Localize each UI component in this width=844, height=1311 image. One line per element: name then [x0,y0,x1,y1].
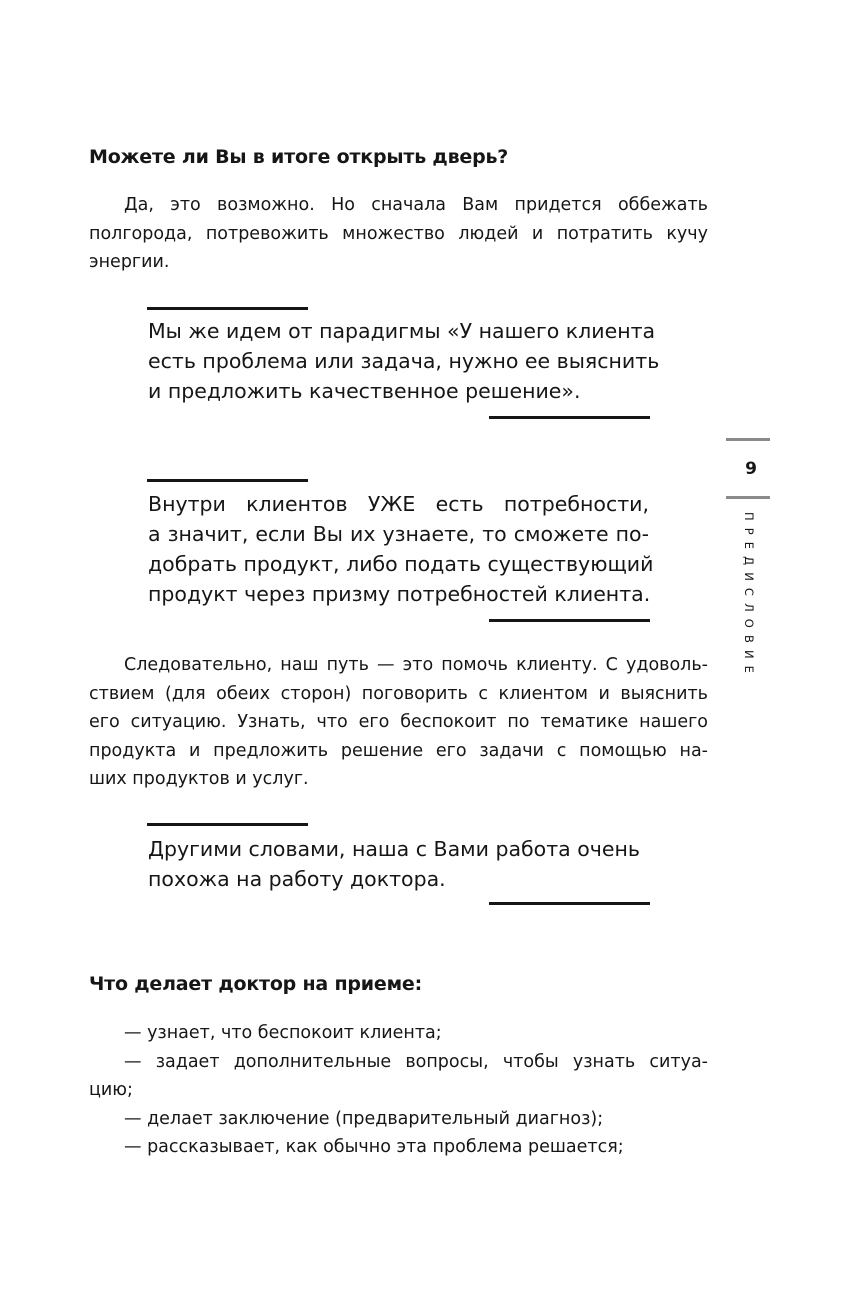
section-heading: Что делает доктор на приеме: [89,973,422,995]
section-heading: Можете ли Вы в итоге открыть дверь? [89,146,509,168]
pull-quote-3 [148,834,649,894]
sidebar-top-rule [726,438,770,441]
quote-line: добрать продукт, либо подать существующий [148,552,654,576]
page-number: 9 [745,459,757,479]
quote-top-rule [147,307,308,310]
quote-top-rule [147,823,308,826]
quote-line: похожа на работу доктора. [148,867,446,891]
quote-bottom-rule [489,416,650,419]
list-item: — задает дополнительные вопросы, чтобы узнать ситуа- [124,1051,708,1072]
sidebar-bottom-rule [726,496,770,499]
paragraph-1 [89,191,708,277]
quote-line: а значит, если Вы их узнаете, то сможете по- [148,522,649,546]
paragraph-line: его ситуацию. Узнать, что его беспокоит по тематике нашего [89,712,708,732]
paragraph-2 [89,651,708,794]
quote-line: Внутри клиентов УЖЕ есть потребности, [148,492,649,516]
doctor-actions-list [89,1019,708,1162]
list-item: — узнает, что беспокоит клиента; [124,1023,442,1043]
quote-line: Мы же идем от парадигмы «У нашего клиента [148,319,656,343]
pull-quote-2 [148,489,654,609]
section-label: ПРЕДИСЛОВИЕ [742,512,756,681]
quote-bottom-rule [489,902,650,905]
quote-top-rule [147,479,308,482]
quote-line: есть проблема или задача, нужно ее выяснить [148,349,660,373]
quote-line: и предложить качественное решение». [148,379,581,403]
paragraph-line: продукта и предложить решение его задачи с помощью на- [89,740,708,761]
list-item: — делает заключение (предварительный диагноз); [124,1108,604,1129]
list-item: — рассказывает, как обычно эта проблема решается; [124,1137,624,1157]
paragraph-line: ствием (для обеих сторон) поговорить с клиентом и выяснить [89,683,708,704]
quote-bottom-rule [489,619,650,622]
paragraph-line: полгорода, потревожить множество людей и потратить кучу [89,223,708,244]
list-item: цию; [89,1080,133,1100]
paragraph-line: Следовательно, наш путь — это помочь клиенту. С удоволь- [124,655,708,675]
paragraph-line: ших продуктов и услуг. [89,769,309,789]
quote-line: продукт через призму потребностей клиента. [148,582,651,606]
paragraph-line: Да, это возможно. Но сначала Вам придется оббежать [124,195,708,215]
paragraph-line: энергии. [89,252,170,272]
pull-quote-1 [148,316,660,406]
quote-line: Другими словами, наша с Вами работа очень [148,837,640,861]
